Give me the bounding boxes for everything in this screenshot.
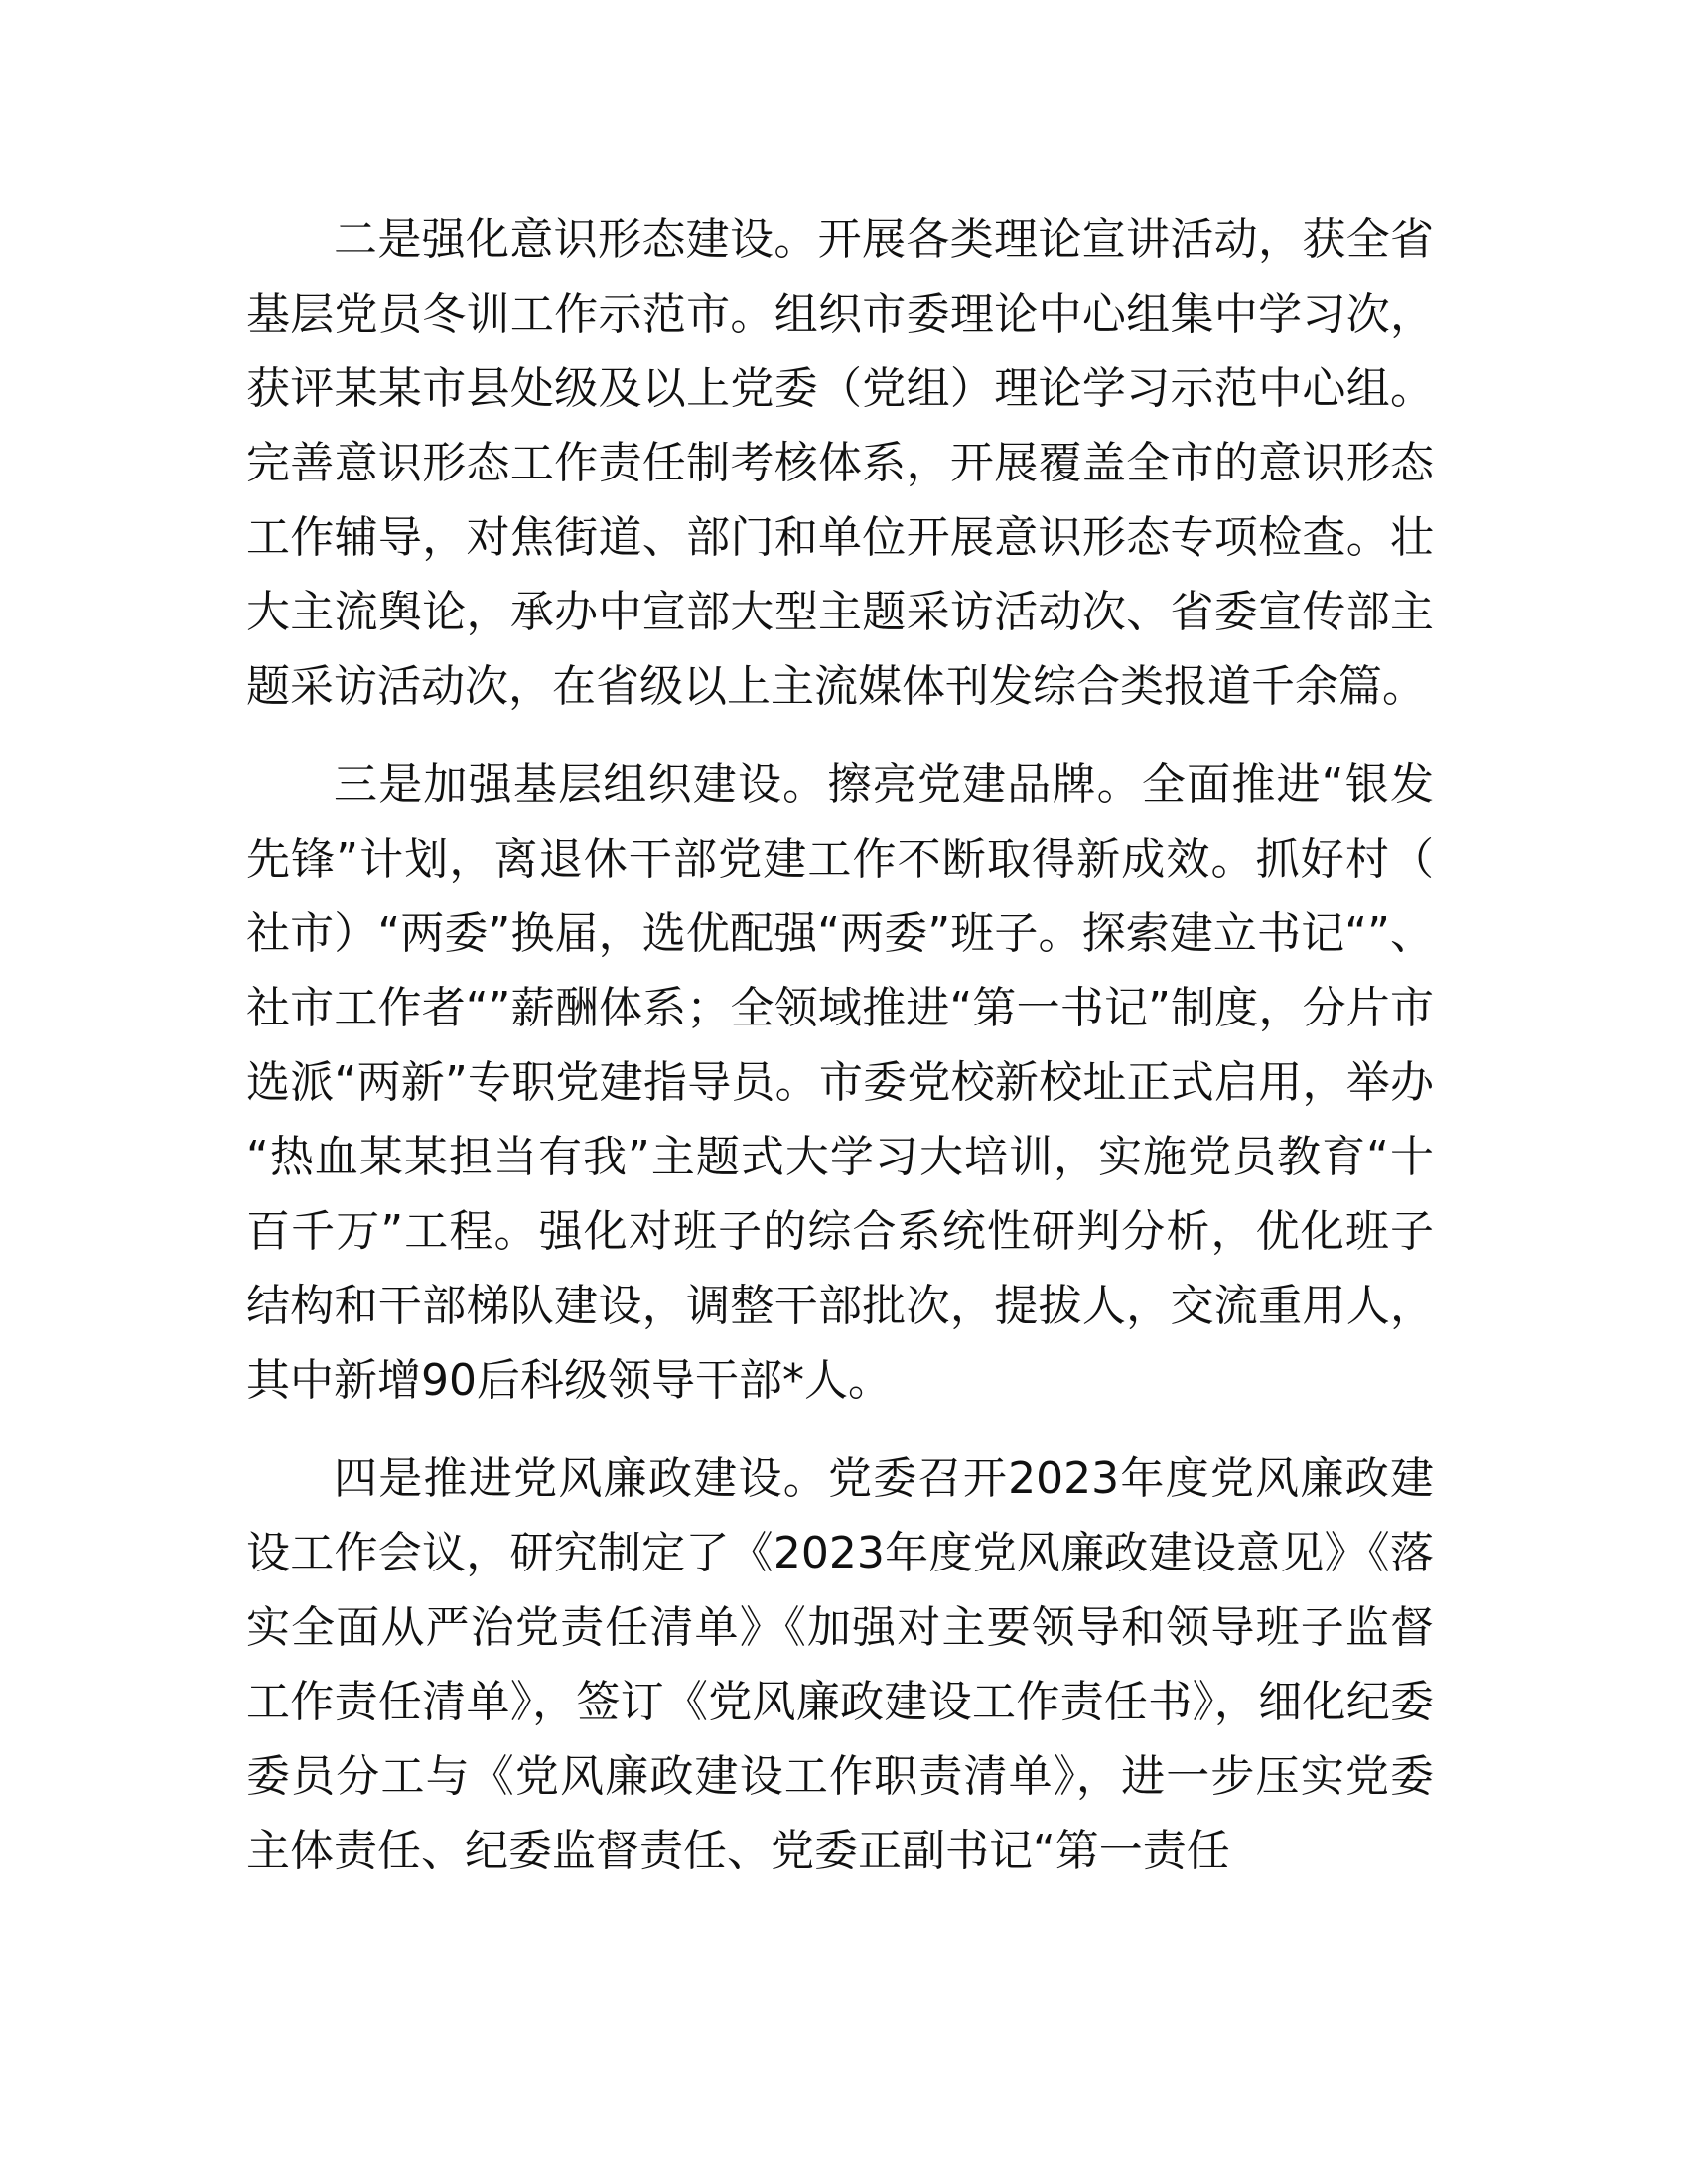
paragraph-grassroots-organization: 三是加强基层组织建设。擦亮党建品牌。全面推进“银发先锋”计划，离退休干部党建工作不断取得新成效。抓好村（社市）“两委”换届，选优配强“两委”班子。探索建立书记“”、社市工作者“”薪酬体系；全领域推进“第一书记”制度，分片市选派“两新”专职党建指导员。市委党校新校址正式启用，举办“热血某某担当有我”主题式大学习大培训，实施党员教育“十百千万”工程。强化对班子的综合系统性研判分析，优化班子结构和干部梯队建设，调整干部批次，提拔人，交流重用人，其中新增90后科级领导干部*人。 — [246, 759, 1434, 1406]
paragraph-ideology: 二是强化意识形态建设。开展各类理论宣讲活动，获全省基层党员冬训工作示范市。组织市委理论中心组集中学习次，获评某某市县处级及以上党委（党组）理论学习示范中心组。完善意识形态工作责任制考核体系，开展覆盖全市的意识形态工作辅导，对焦街道、部门和单位开展意识形态专项检查。壮大主流舆论，承办中宣部大型主题采访活动次、省委宣传部主题采访活动次，在省级以上主流媒体刊发综合类报道千余篇。 — [246, 214, 1434, 712]
document-body — [246, 203, 1434, 1912]
paragraph-clean-governance: 四是推进党风廉政建设。党委召开2023年度党风廉政建设工作会议，研究制定了《2023年度党风廉政建设意见》《落实全面从严治党责任清单》《加强对主要领导和领导班子监督工作责任清单》，签订《党风廉政建设工作责任书》，细化纪委委员分工与《党风廉政建设工作职责清单》，进一步压实党委主体责任、纪委监督责任、党委正副书记“第一责任 — [246, 1453, 1434, 1876]
